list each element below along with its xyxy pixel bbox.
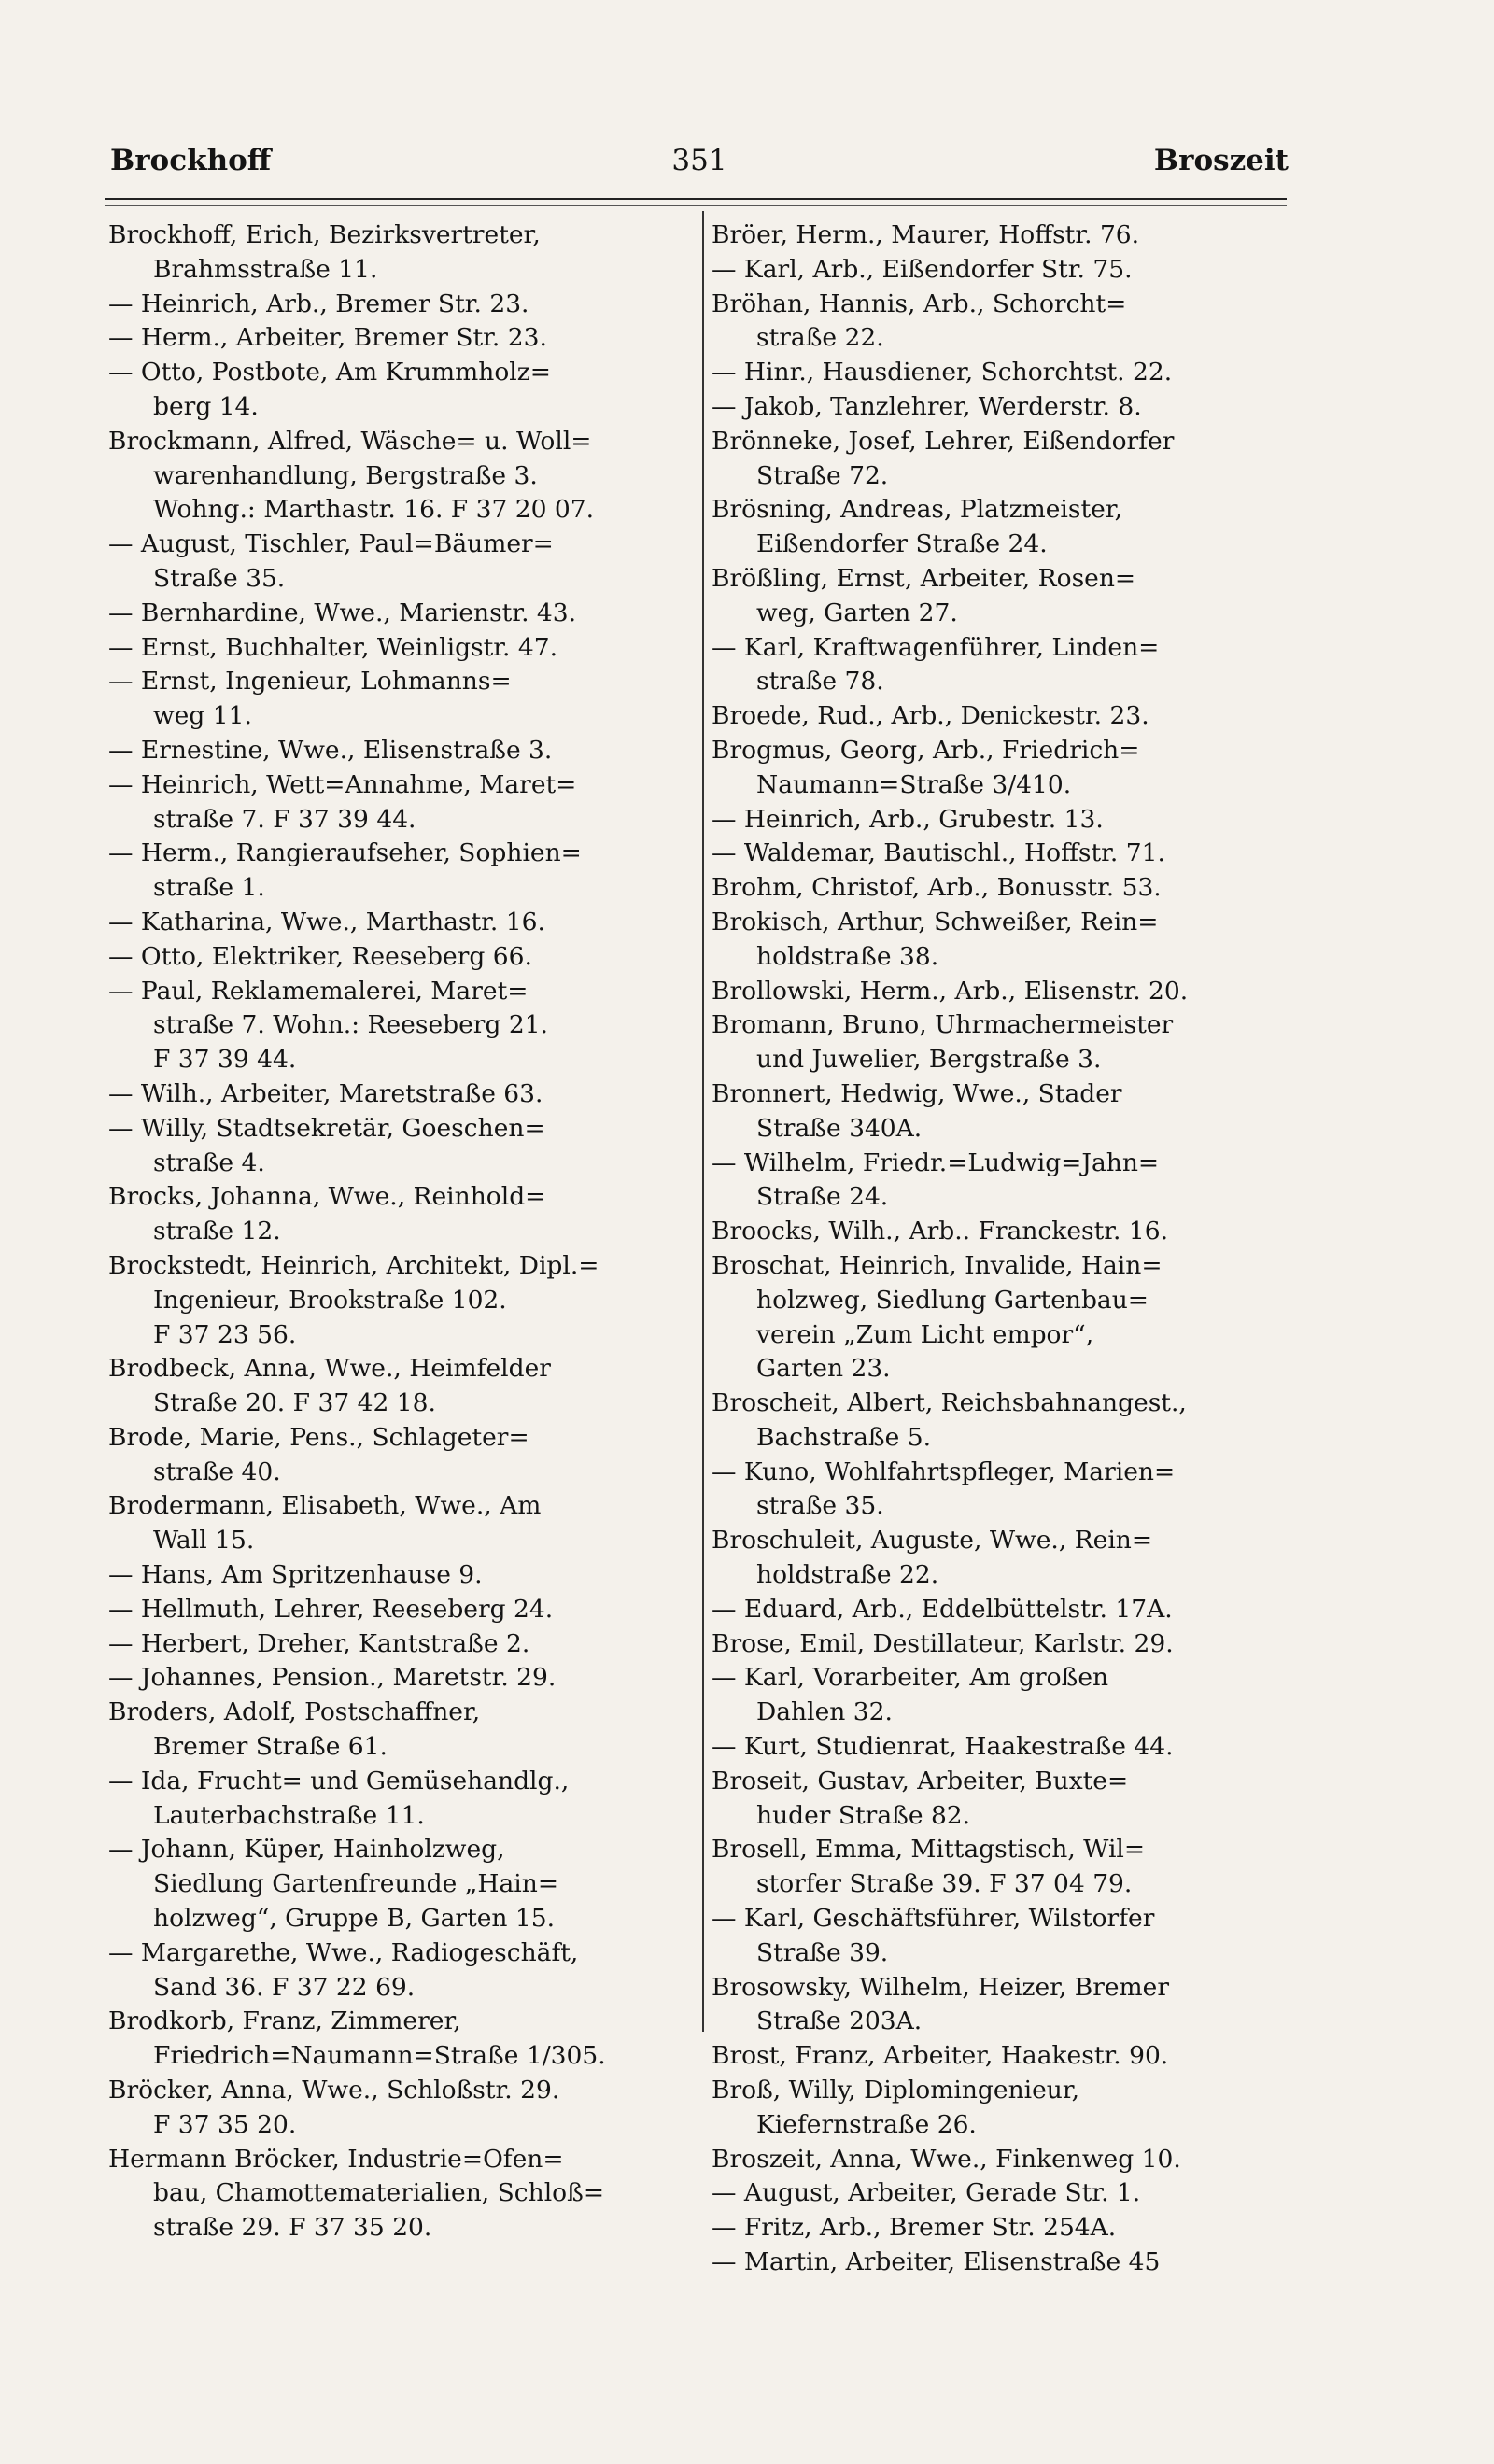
entry-name-line: Broschuleit, Auguste, Wwe., Rein=: [712, 1526, 1153, 1556]
entry-name-line: — Herm., Rangieraufseher, Sophien=: [108, 838, 582, 868]
entry-name-line: Brodermann, Elisabeth, Wwe., Am: [108, 1491, 542, 1521]
directory-entry: [712, 803, 1294, 838]
entry-continuation-line: Friedrich=Naumann=Straße 1/305.: [153, 2041, 606, 2071]
entry-name-line: Brockhoff, Erich, Bezirksvertreter,: [108, 220, 541, 249]
entry-name-line: Brohm, Christof, Arb., Bonusstr. 53.: [712, 873, 1162, 903]
entry-name-line: — Kuno, Wohlfahrtspfleger, Marien=: [712, 1457, 1176, 1486]
entry-name-line: Broscheit, Albert, Reichsbahnangest.,: [712, 1388, 1187, 1418]
directory-entry: [108, 1489, 691, 1558]
entry-continuation-line: straße 12.: [153, 1217, 281, 1246]
directory-entry: [712, 837, 1294, 871]
directory-entry: [712, 1249, 1294, 1387]
entry-continuation-line: straße 22.: [756, 323, 884, 353]
entry-name-line: Brößling, Ernst, Arbeiter, Rosen=: [712, 563, 1136, 593]
directory-entry: [108, 1180, 691, 1249]
entry-continuation-line: straße 7. F 37 39 44.: [153, 804, 416, 834]
directory-entry: [108, 597, 691, 631]
entry-name-line: Brosowsky, Wilhelm, Heizer, Bremer: [712, 1972, 1170, 2002]
directory-entry: [712, 2246, 1294, 2280]
directory-entry: [108, 1558, 691, 1593]
directory-entry: [108, 218, 691, 288]
entry-name-line: — Karl, Geschäftsführer, Wilstorfer: [712, 1904, 1155, 1934]
entry-name-line: Hermann Bröcker, Industrie=Ofen=: [108, 2144, 564, 2174]
right-column: [712, 218, 1294, 2280]
entry-continuation-line: Siedlung Gartenfreunde „Hain=: [153, 1869, 559, 1899]
page-number: 351: [671, 144, 727, 177]
entry-name-line: — Herm., Arbeiter, Bremer Str. 23.: [108, 323, 547, 353]
directory-entry: [712, 1456, 1294, 1525]
header-rule: [105, 198, 1287, 206]
directory-entry: [108, 1765, 691, 1834]
directory-entry: [108, 321, 691, 356]
entry-continuation-line: straße 4.: [153, 1148, 265, 1177]
directory-entry: [712, 975, 1294, 1009]
entry-continuation-line: holdstraße 22.: [756, 1560, 939, 1590]
entry-name-line: Bronnert, Hedwig, Wwe., Stader: [712, 1078, 1122, 1108]
entry-name-line: Broede, Rud., Arb., Denickestr. 23.: [712, 701, 1149, 731]
entry-continuation-line: straße 1.: [153, 873, 265, 903]
entry-continuation-line: F 37 35 20.: [153, 2109, 297, 2139]
entry-continuation-line: Wall 15.: [153, 1526, 255, 1556]
directory-entry: [108, 2074, 691, 2143]
directory-entry: [108, 1421, 691, 1490]
entry-name-line: — Hinr., Hausdiener, Schorchtst. 22.: [712, 358, 1173, 387]
directory-entry: [712, 288, 1294, 357]
directory-entry: [712, 1833, 1294, 1902]
directory-entry: [108, 1249, 691, 1352]
entry-name-line: — Ernestine, Wwe., Elisenstraße 3.: [108, 735, 553, 765]
entry-name-line: — Johannes, Pension., Maretstr. 29.: [108, 1663, 557, 1693]
entry-name-line: Brodkorb, Franz, Zimmerer,: [108, 2006, 461, 2036]
entry-name-line: — Herbert, Dreher, Kantstraße 2.: [108, 1628, 530, 1658]
entry-name-line: — Otto, Elektriker, Reeseberg 66.: [108, 941, 532, 971]
entry-name-line: — Hellmuth, Lehrer, Reeseberg 24.: [108, 1594, 554, 1624]
entry-name-line: — Willy, Stadtsekretär, Goeschen=: [108, 1113, 545, 1143]
directory-entry: [712, 1661, 1294, 1730]
entry-name-line: Brodbeck, Anna, Wwe., Heimfelder: [108, 1354, 551, 1384]
entry-continuation-line: Bachstraße 5.: [756, 1422, 931, 1452]
entry-continuation-line: F 37 23 56.: [153, 1319, 297, 1349]
entry-name-line: — Karl, Vorarbeiter, Am großen: [712, 1663, 1109, 1693]
entry-continuation-line: weg, Garten 27.: [756, 598, 958, 627]
directory-entry: [712, 390, 1294, 425]
entry-continuation-line: straße 35.: [756, 1491, 884, 1521]
entry-name-line: — Paul, Reklamemalerei, Maret=: [108, 976, 529, 1006]
directory-entry: [712, 1730, 1294, 1765]
entry-name-line: — August, Tischler, Paul=Bäumer=: [108, 529, 554, 559]
directory-entry: [712, 1215, 1294, 1249]
entry-continuation-line: verein „Zum Licht empor“,: [756, 1319, 1094, 1349]
directory-entry: [712, 425, 1294, 494]
column-divider: [702, 211, 704, 2032]
entry-continuation-line: straße 78.: [756, 667, 884, 697]
entry-continuation-line: Brahmsstraße 11.: [153, 254, 378, 284]
directory-entry: [712, 1524, 1294, 1593]
directory-entry: [108, 734, 691, 768]
directory-entry: [108, 1627, 691, 1662]
entry-name-line: — Ida, Frucht= und Gemüsehandlg.,: [108, 1766, 570, 1795]
entry-name-line: Broocks, Wilh., Arb.. Franckestr. 16.: [712, 1217, 1168, 1246]
entry-name-line: — Karl, Arb., Eißendorfer Str. 75.: [712, 254, 1133, 284]
entry-name-line: — Heinrich, Arb., Bremer Str. 23.: [108, 289, 529, 318]
entry-continuation-line: Straße 35.: [153, 563, 286, 593]
directory-entry: [108, 631, 691, 666]
entry-name-line: Brogmus, Georg, Arb., Friedrich=: [712, 735, 1140, 765]
directory-entry: [108, 940, 691, 975]
directory-entry: [108, 1112, 691, 1181]
directory-entry: [712, 699, 1294, 734]
directory-entry: [712, 631, 1294, 700]
entry-name-line: — Ernst, Buchhalter, Weinligstr. 47.: [108, 632, 558, 662]
directory-entry: [108, 837, 691, 906]
entry-name-line: Bröhan, Hannis, Arb., Schorcht=: [712, 289, 1127, 318]
entry-continuation-line: Lauterbachstraße 11.: [153, 1800, 425, 1830]
directory-entry: [108, 2005, 691, 2074]
directory-entry: [108, 356, 691, 425]
entry-continuation-line: Straße 340A.: [756, 1113, 923, 1143]
header-left-keyword: Brockhoff: [110, 144, 272, 177]
entry-name-line: — Margarethe, Wwe., Radiogeschäft,: [108, 1937, 579, 1967]
entry-continuation-line: holzweg“, Gruppe B, Garten 15.: [153, 1904, 556, 1934]
entry-name-line: Brockmann, Alfred, Wäsche= u. Woll=: [108, 426, 592, 456]
directory-entry: [108, 1936, 691, 2006]
directory-entry: [712, 562, 1294, 631]
entry-continuation-line: Straße 39.: [756, 1937, 889, 1967]
entry-name-line: — Fritz, Arb., Bremer Str. 254A.: [712, 2213, 1117, 2243]
directory-entry: [108, 906, 691, 940]
entry-continuation-line: huder Straße 82.: [756, 1800, 971, 1830]
entry-name-line: — August, Arbeiter, Gerade Str. 1.: [712, 2178, 1141, 2208]
entry-continuation-line: Bremer Straße 61.: [153, 1732, 388, 1762]
entry-name-line: — Heinrich, Arb., Grubestr. 13.: [712, 804, 1104, 834]
entry-name-line: Broszeit, Anna, Wwe., Finkenweg 10.: [712, 2144, 1181, 2174]
entry-name-line: — Ernst, Ingenieur, Lohmanns=: [108, 667, 512, 697]
left-column: [108, 218, 691, 2246]
directory-entry: [712, 906, 1294, 975]
entry-name-line: — Karl, Kraftwagenführer, Linden=: [712, 632, 1160, 662]
directory-entry: [108, 1593, 691, 1627]
directory-entry: [712, 1077, 1294, 1147]
entry-name-line: Brode, Marie, Pens., Schlageter=: [108, 1422, 529, 1452]
entry-name-line: Broschat, Heinrich, Invalide, Hain=: [712, 1250, 1163, 1280]
directory-entry: [108, 1661, 691, 1696]
running-head: [110, 138, 1289, 183]
directory-entry: [712, 1902, 1294, 1971]
entry-name-line: Brollowski, Herm., Arb., Elisenstr. 20.: [712, 976, 1189, 1006]
directory-entry: [712, 2176, 1294, 2211]
directory-entry: [712, 253, 1294, 288]
entry-name-line: — Heinrich, Wett=Annahme, Maret=: [108, 769, 577, 799]
directory-entry: [712, 2211, 1294, 2246]
directory-entry: [108, 288, 691, 322]
entry-name-line: — Bernhardine, Wwe., Marienstr. 43.: [108, 598, 577, 627]
entry-name-line: Bromann, Bruno, Uhrmachermeister: [712, 1010, 1174, 1040]
directory-entry: [712, 2039, 1294, 2074]
entry-continuation-line: Straße 20. F 37 42 18.: [153, 1388, 436, 1418]
entry-continuation-line: weg 11.: [153, 701, 252, 731]
entry-continuation-line: bau, Chamottematerialien, Schloß=: [153, 2178, 605, 2208]
entry-name-line: — Hans, Am Spritzenhause 9.: [108, 1560, 483, 1590]
directory-entry: [712, 2074, 1294, 2143]
directory-entry: [712, 1765, 1294, 1834]
entry-name-line: — Johann, Küper, Hainholzweg,: [108, 1835, 505, 1865]
entry-name-line: Broseit, Gustav, Arbeiter, Buxte=: [712, 1766, 1129, 1795]
entry-name-line: — Katharina, Wwe., Marthastr. 16.: [108, 907, 545, 936]
entry-continuation-line: straße 7. Wohn.: Reeseberg 21.: [153, 1010, 548, 1040]
directory-entry: [108, 665, 691, 734]
entry-continuation-line: Ingenieur, Brookstraße 102.: [153, 1285, 507, 1315]
entry-name-line: — Otto, Postbote, Am Krummholz=: [108, 358, 551, 387]
entry-continuation-line: Straße 203A.: [756, 2006, 923, 2036]
entry-name-line: — Wilh., Arbeiter, Maretstraße 63.: [108, 1078, 543, 1108]
entry-name-line: Brosell, Emma, Mittagstisch, Wil=: [712, 1835, 1146, 1865]
directory-entry: [108, 425, 691, 528]
directory-entry: [712, 1627, 1294, 1662]
entry-name-line: — Kurt, Studienrat, Haakestraße 44.: [712, 1732, 1174, 1762]
directory-entry: [712, 871, 1294, 906]
entry-name-line: Brocks, Johanna, Wwe., Reinhold=: [108, 1182, 546, 1212]
entry-continuation-line: straße 40.: [153, 1457, 281, 1486]
entry-name-line: — Martin, Arbeiter, Elisenstraße 45: [712, 2247, 1161, 2277]
entry-continuation-line: Naumann=Straße 3/410.: [756, 769, 1072, 799]
directory-entry: [712, 2143, 1294, 2177]
entry-continuation-line: Kiefernstraße 26.: [756, 2109, 977, 2139]
entry-name-line: — Waldemar, Bautischl., Hoffstr. 71.: [712, 838, 1165, 868]
directory-entry: [712, 493, 1294, 562]
entry-name-line: Brockstedt, Heinrich, Architekt, Dipl.=: [108, 1250, 599, 1280]
entry-continuation-line: F 37 39 44.: [153, 1045, 297, 1075]
entry-continuation-line: berg 14.: [153, 391, 259, 421]
directory-entry: [712, 1147, 1294, 1216]
entry-name-line: Brost, Franz, Arbeiter, Haakestr. 90.: [712, 2041, 1169, 2071]
entry-name-line: — Eduard, Arb., Eddelbüttelstr. 17A.: [712, 1594, 1173, 1624]
directory-entry: [712, 1008, 1294, 1077]
entry-continuation-line: holdstraße 38.: [756, 941, 939, 971]
entry-continuation-line: und Juwelier, Bergstraße 3.: [756, 1045, 1102, 1075]
directory-entry: [108, 1696, 691, 1765]
directory-entry: [108, 975, 691, 1077]
entry-name-line: Brönneke, Josef, Lehrer, Eißendorfer: [712, 426, 1175, 456]
entry-continuation-line: holzweg, Siedlung Gartenbau=: [756, 1285, 1149, 1315]
entry-name-line: — Wilhelm, Friedr.=Ludwig=Jahn=: [712, 1148, 1160, 1177]
entry-continuation-line: storfer Straße 39. F 37 04 79.: [756, 1869, 1133, 1899]
directory-entry: [712, 1593, 1294, 1627]
header-right-keyword: Broszeit: [1153, 144, 1289, 177]
entry-continuation-line: Sand 36. F 37 22 69.: [153, 1972, 416, 2002]
directory-entry: [108, 1352, 691, 1421]
entry-name-line: Broß, Willy, Diplomingenieur,: [712, 2076, 1080, 2105]
directory-entry: [712, 1971, 1294, 2040]
directory-entry: [712, 1387, 1294, 1456]
entry-name-line: Broders, Adolf, Postschaffner,: [108, 1697, 481, 1727]
directory-entry: [712, 734, 1294, 803]
entry-continuation-line: Straße 24.: [756, 1182, 889, 1212]
directory-entry: [108, 768, 691, 838]
entry-name-line: Brose, Emil, Destillateur, Karlstr. 29.: [712, 1628, 1174, 1658]
entry-continuation-line: Dahlen 32.: [756, 1697, 893, 1727]
entry-continuation-line: warenhandlung, Bergstraße 3.: [153, 460, 538, 490]
directory-entry: [712, 356, 1294, 390]
directory-entry: [712, 218, 1294, 253]
entry-name-line: Bröer, Herm., Maurer, Hoffstr. 76.: [712, 220, 1140, 249]
entry-name-line: — Jakob, Tanzlehrer, Werderstr. 8.: [712, 391, 1142, 421]
entry-continuation-line: Wohng.: Marthastr. 16. F 37 20 07.: [153, 495, 595, 525]
entry-continuation-line: straße 29. F 37 35 20.: [153, 2213, 432, 2243]
directory-entry: [108, 1077, 691, 1112]
directory-entry: [108, 1833, 691, 1936]
entry-name-line: Brösning, Andreas, Platzmeister,: [712, 495, 1122, 525]
entry-name-line: Bröcker, Anna, Wwe., Schloßstr. 29.: [108, 2076, 560, 2105]
directory-entry: [108, 2143, 691, 2246]
entry-continuation-line: Eißendorfer Straße 24.: [756, 529, 1048, 559]
entry-continuation-line: Straße 72.: [756, 460, 889, 490]
entry-name-line: Brokisch, Arthur, Schweißer, Rein=: [712, 907, 1159, 936]
entry-continuation-line: Garten 23.: [756, 1354, 891, 1384]
directory-entry: [108, 528, 691, 597]
